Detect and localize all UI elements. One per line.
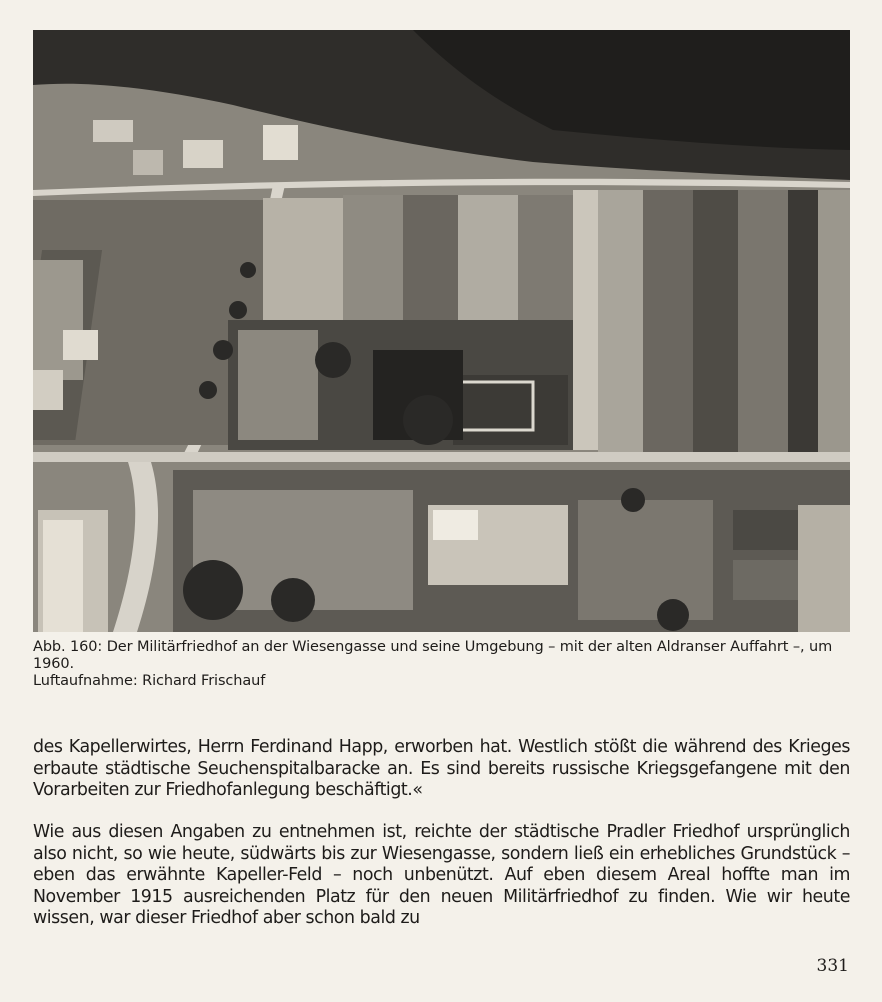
aerial-photograph	[33, 30, 850, 632]
photo-credit: Luftaufnahme: Richard Frischauf	[33, 673, 266, 689]
body-paragraph-1: des Kapellerwirtes, Herrn Ferdinand Happ, erworben hat. Westlich stößt die während des Krieges erbaute städtische Seuchenspitalbaracke an. Es sind bereits russische Kriegsgefangene mit den Vorarbeiten zur Friedhofanlegung beschäftigt.«	[33, 737, 850, 800]
aerial-photo-drawing	[33, 30, 850, 632]
body-paragraph-2: Wie aus diesen Angaben zu entnehmen ist, reichte der städtische Pradler Friedhof ursprünglich also nicht, so wie heute, südwärts bis zur Wiesengasse, sondern ließ ein erhebliches Grundstück – eben das erwähnte Kapeller-Feld – noch unbenützt. Auf eben diesem Areal hoffte man im November 1915 ausreichenden Platz für den neuen Militärfriedhof zu finden. Wie wir heute wissen, war dieser Friedhof aber schon bald zu	[33, 822, 850, 928]
figure-caption	[33, 639, 850, 690]
page-number: 331	[816, 956, 849, 976]
caption-text: Abb. 160: Der Militärfriedhof an der Wiesengasse und seine Umgebung – mit der alten Aldranser Auffahrt –, um 1960.	[33, 639, 833, 672]
